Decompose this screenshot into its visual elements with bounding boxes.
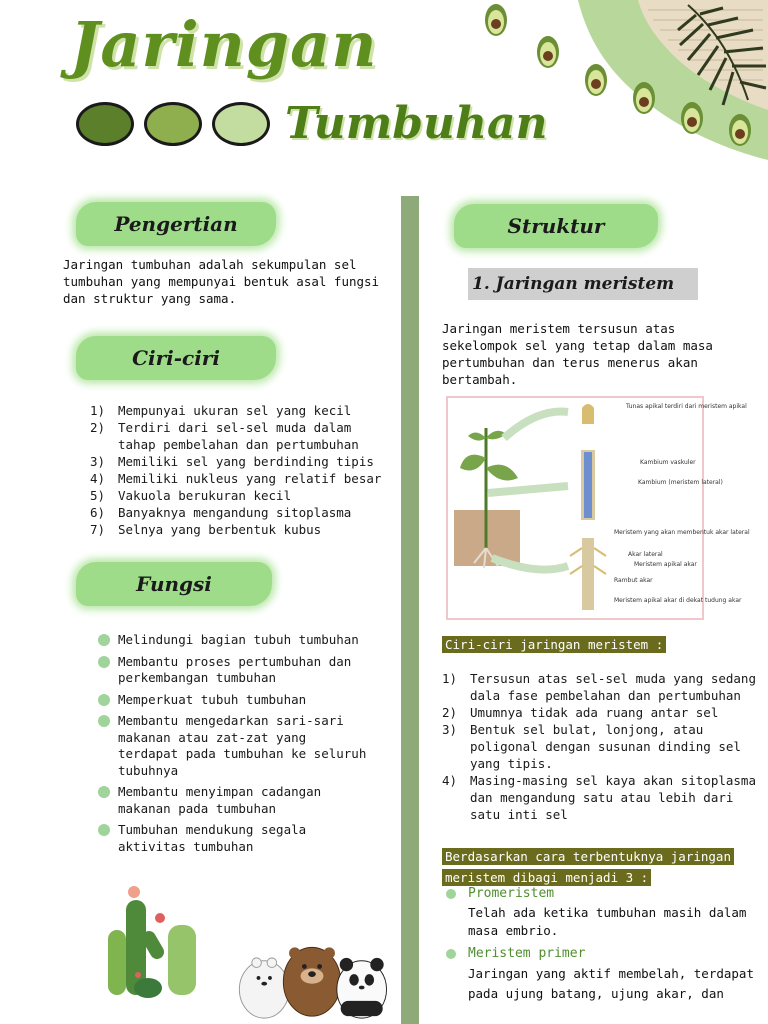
ciri-list: [90, 402, 390, 538]
cactus-icon: [98, 880, 208, 1000]
page-title: Jaringan: [70, 8, 378, 81]
meristem-type-item: [446, 946, 756, 961]
list-item: 3) Bentuk sel bulat, lonjong, atau poligonal dengan susunan dinding sel yang tipis.: [442, 722, 741, 771]
ice-bear-icon: [239, 958, 289, 1018]
list-item: Membantu menyimpan cadangan makanan pada tumbuhan: [98, 784, 370, 817]
heading-pengertian-label: Pengertian: [114, 212, 238, 236]
list-item: 4) Memiliki nukleus yang relatif besar: [90, 471, 382, 486]
grizzly-bear-icon: [283, 947, 340, 1016]
heading-struktur: [454, 204, 658, 248]
bullet-icon: [98, 656, 110, 668]
subheading-meristem: [468, 268, 698, 300]
bullet-icon: [98, 694, 110, 706]
pengertian-text: Jaringan tumbuhan adalah sekumpulan sel tumbuhan yang mempunyai bentuk asal fungsi dan struktur yang sama.: [63, 257, 380, 306]
bullet-icon: [98, 715, 110, 727]
label-meristem-apikal: Meristem apikal akar: [634, 561, 697, 568]
list-item: Melindungi bagian tubuh tumbuhan: [98, 632, 370, 649]
berdasarkan-heading: [442, 846, 734, 888]
bullet-icon: [98, 824, 110, 836]
list-item: Membantu mengedarkan sari-sari makanan atau zat-zat yang terdapat pada tumbuhan ke seluruh tubuhnya: [98, 713, 370, 779]
label-meristem-lateral: Meristem yang akan membentuk akar lateral: [614, 529, 750, 536]
heading-ciri: [76, 336, 276, 380]
ciri-meristem-heading-wrap: [442, 634, 666, 653]
bears-illustration: [232, 934, 392, 1020]
type-desc: Jaringan yang aktif membelah, terdapat pada ujung batang, ujung akar, dan: [468, 966, 754, 1001]
label-meristem-ujung: Meristem apikal akar di dekat tudung akar: [614, 597, 742, 604]
avocado-decoration: [448, 0, 768, 160]
meristem-figure: [446, 396, 750, 620]
meristem-type-item: [446, 886, 756, 901]
list-item: 1) Mempunyai ukuran sel yang kecil: [90, 403, 352, 418]
subheading-meristem-label: 1. Jaringan meristem: [472, 274, 675, 294]
berdasarkan-line-1: Berdasarkan cara terbentuknya jaringan: [442, 848, 734, 865]
list-item: Membantu proses pertumbuhan dan perkembangan tumbuhan: [98, 654, 370, 687]
fungsi-list: [98, 632, 370, 860]
meristem-type-list: [446, 886, 756, 1004]
bullet-icon: [98, 786, 110, 798]
bullet-icon: [98, 634, 110, 646]
type-name: Meristem primer: [468, 946, 586, 961]
berdasarkan-line-2: meristem dibagi menjadi 3 :: [442, 869, 651, 886]
label-kambium-vaskuler: Kambium vaskuler: [640, 459, 696, 466]
label-tunas-apikal: Tunas apikal terdiri dari meristem apikal: [626, 403, 747, 410]
ciri-meristem-heading: Ciri-ciri jaringan meristem :: [442, 636, 666, 653]
label-akar-lateral: Akar lateral: [628, 551, 663, 558]
color-swatch-dark: [76, 102, 134, 146]
label-rambut-akar: Rambut akar: [614, 577, 653, 584]
color-swatch-light: [212, 102, 270, 146]
list-item: 3) Memiliki sel yang berdinding tipis: [90, 454, 374, 469]
type-name: Promeristem: [468, 886, 555, 901]
bullet-icon: [446, 889, 456, 899]
list-item: Memperkuat tubuh tumbuhan: [98, 692, 370, 709]
column-divider: [401, 196, 419, 1024]
panda-bear-icon: [337, 958, 387, 1018]
label-kambium-lateral: Kambium (meristem lateral): [638, 479, 723, 486]
heading-ciri-label: Ciri-ciri: [132, 346, 220, 370]
plant-diagram: [448, 398, 750, 618]
page-subtitle: Tumbuhan: [285, 98, 548, 149]
list-item: 1) Tersusun atas sel-sel muda yang sedang dala fase pembelahan dan pertumbuhan: [442, 671, 756, 703]
meristem-text: Jaringan meristem tersusun atas sekelompok sel yang tetap dalam masa pertumbuhan dan terus menerus akan bertambah.: [442, 321, 713, 387]
color-swatch-mid: [144, 102, 202, 146]
list-item: 6) Banyaknya mengandung sitoplasma: [90, 505, 352, 520]
ciri-meristem-list: [442, 670, 758, 823]
heading-fungsi-label: Fungsi: [136, 572, 212, 596]
list-item: 2) Terdiri dari sel-sel muda dalam tahap pembelahan dan pertumbuhan: [90, 420, 359, 452]
heading-struktur-label: Struktur: [507, 214, 605, 238]
type-desc: Telah ada ketika tumbuhan masih dalam masa embrio.: [468, 905, 747, 938]
list-item: 4) Masing-masing sel kaya akan sitoplasma dan mengandung satu atau lebih dari satu inti sel: [442, 773, 756, 822]
list-item: 2) Umumnya tidak ada ruang antar sel: [442, 705, 719, 720]
list-item: 5) Vakuola berukuran kecil: [90, 488, 292, 503]
heading-fungsi: [76, 562, 272, 606]
bullet-icon: [446, 949, 456, 959]
list-item: Tumbuhan mendukung segala aktivitas tumbuhan: [98, 822, 370, 855]
list-item: 7) Selnya yang berbentuk kubus: [90, 522, 322, 537]
heading-pengertian: [76, 202, 276, 246]
